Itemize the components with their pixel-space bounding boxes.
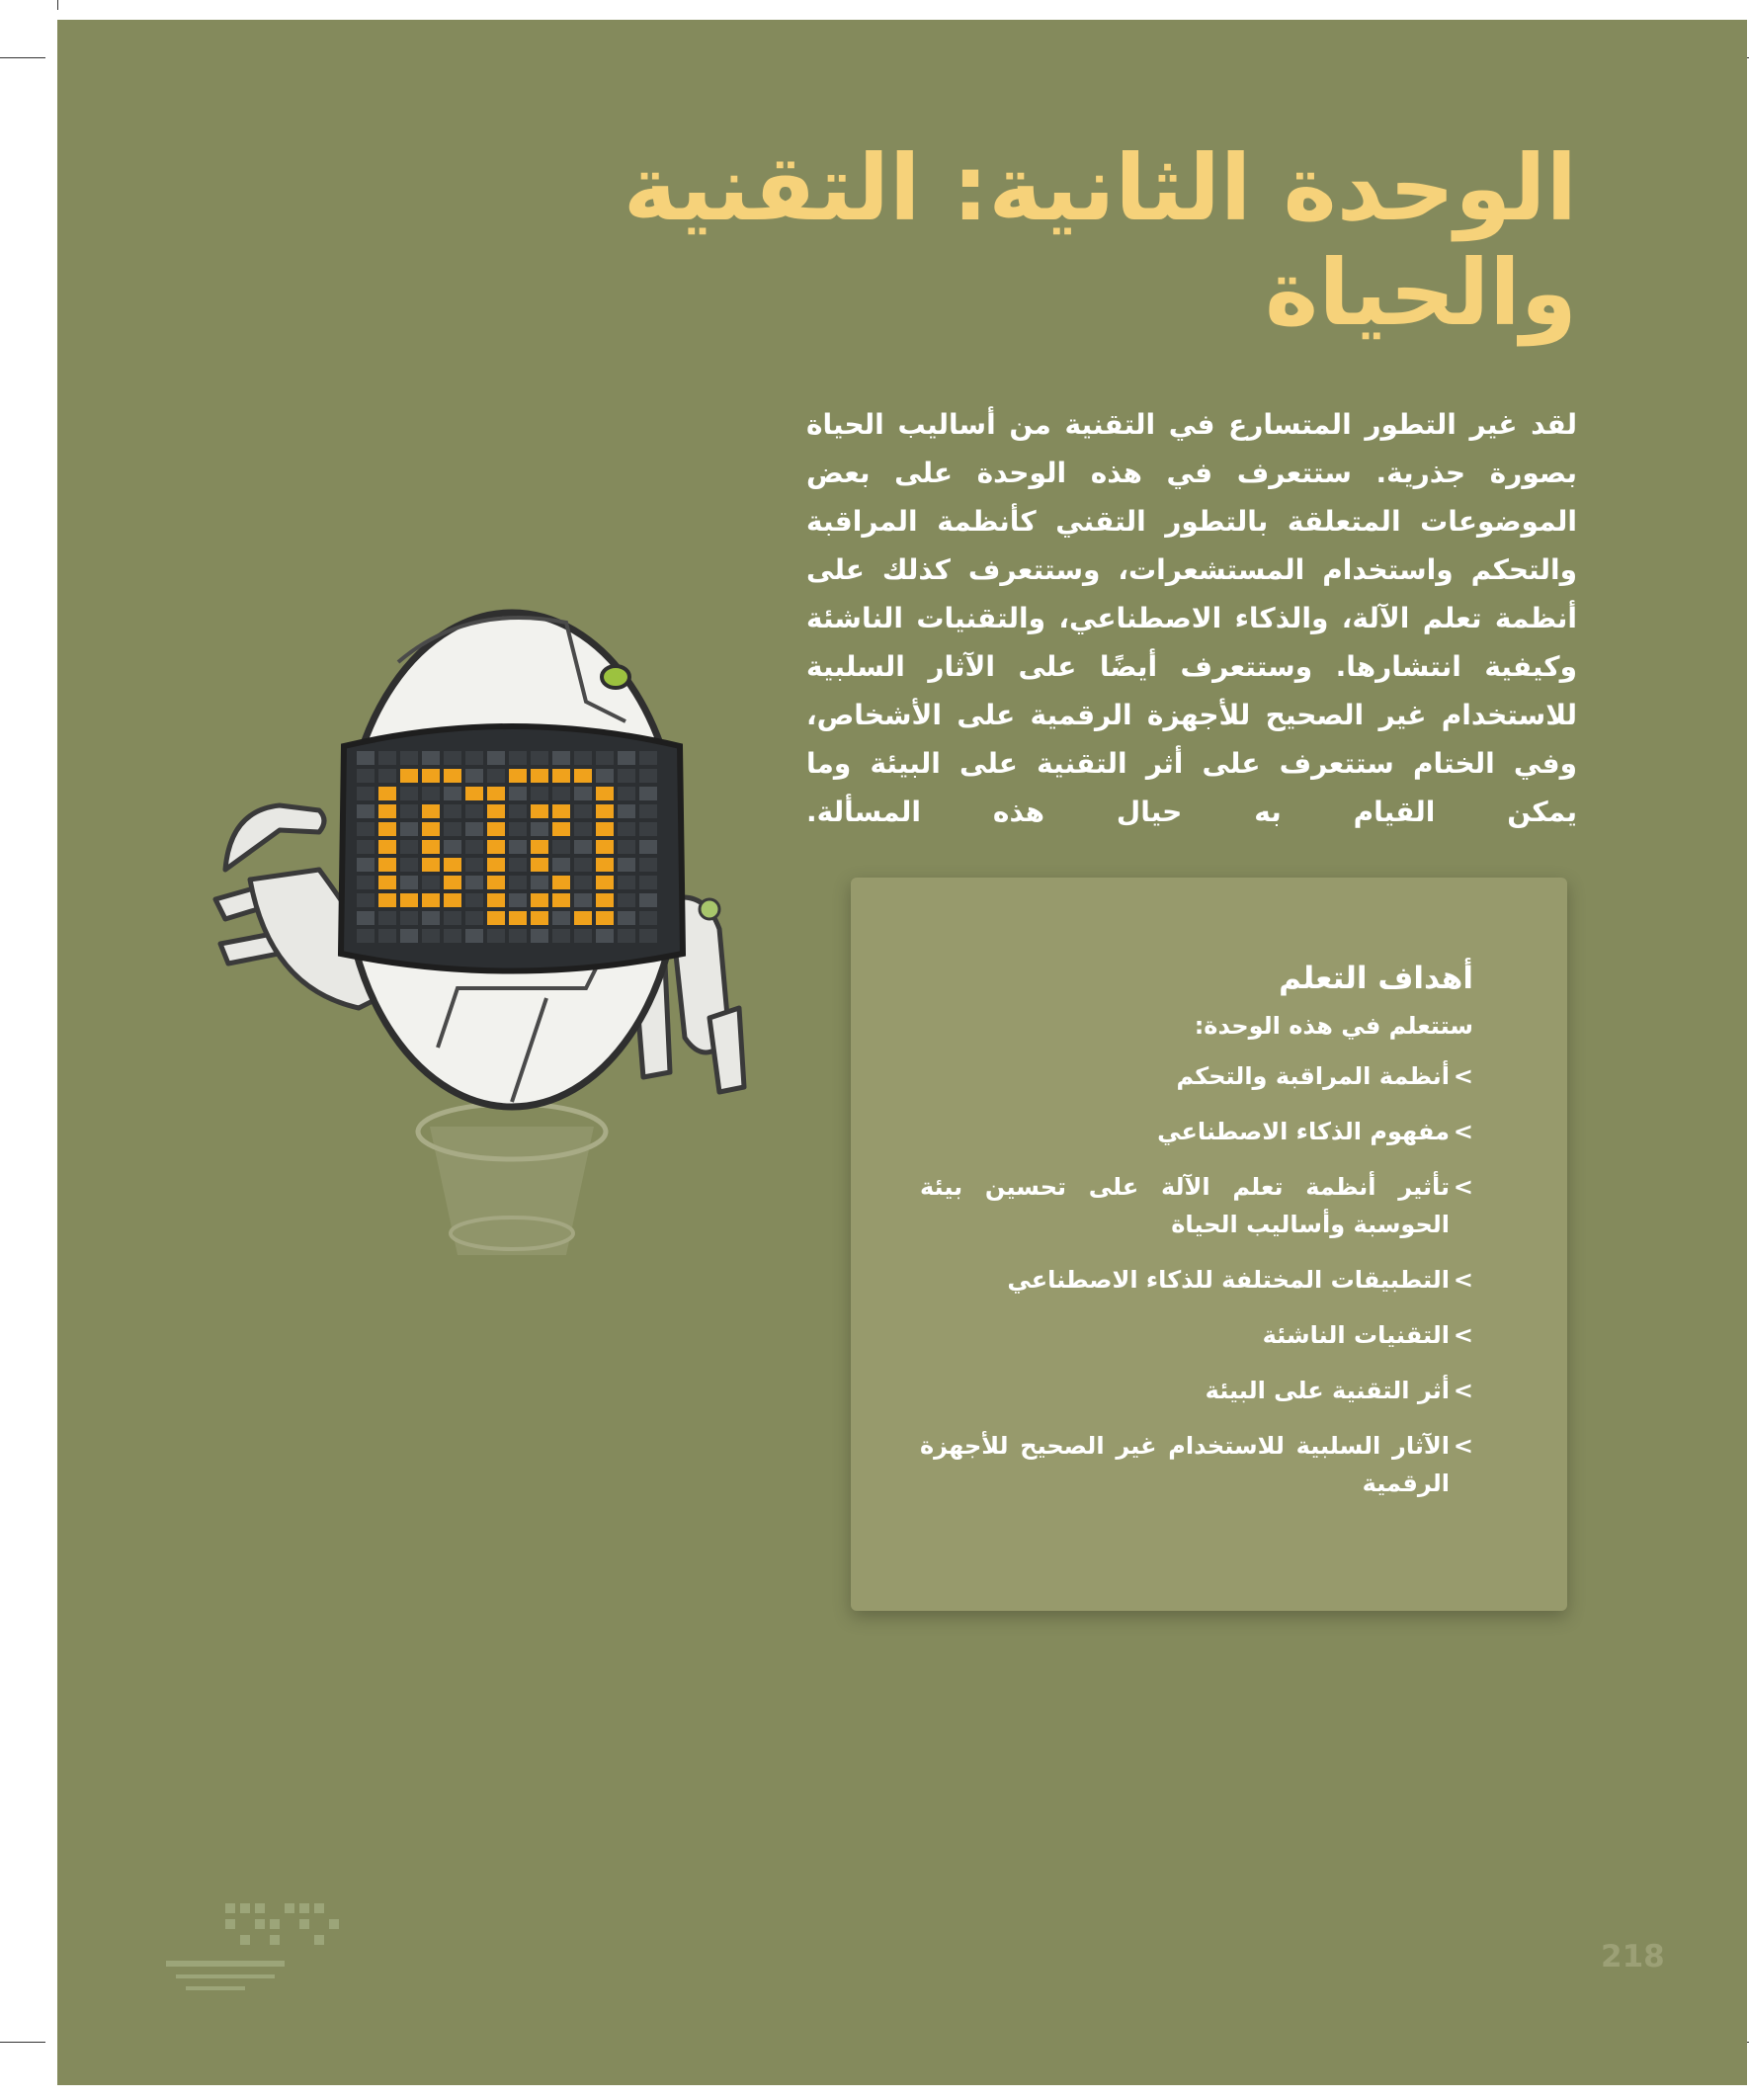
crop-mark [0, 2042, 45, 2043]
page-title: الوحدة الثانية: التقنية والحياة [623, 135, 1577, 346]
screen-pixel-off [444, 911, 461, 925]
chevron-icon: > [1453, 1377, 1473, 1404]
list-item: > التطبيقات المختلفة للذكاء الاصطناعي [920, 1261, 1473, 1299]
screen-pixel-off [509, 787, 527, 800]
screen-pixel-off [509, 840, 527, 854]
crop-mark [0, 57, 45, 58]
screen-pixel-off [444, 840, 461, 854]
screen-pixel-on [422, 769, 440, 783]
screen-pixel-off [596, 929, 614, 943]
learning-objectives-box [851, 878, 1567, 1611]
screen-pixel-off [531, 929, 548, 943]
screen-pixel-off [552, 929, 570, 943]
screen-pixel-off [400, 751, 418, 765]
screen-pixel-off [552, 751, 570, 765]
screen-pixel-on [574, 911, 592, 925]
screen-pixel-off [531, 751, 548, 765]
screen-pixel-off [487, 751, 505, 765]
screen-pixel-on [531, 858, 548, 872]
screen-pixel-off [422, 876, 440, 889]
screen-pixel-on [531, 769, 548, 783]
screen-pixel-on [378, 822, 396, 836]
screen-pixel-on [444, 876, 461, 889]
screen-pixel-off [639, 893, 657, 907]
list-item: > التقنيات الناشئة [920, 1316, 1473, 1354]
chevron-icon: > [1453, 1432, 1473, 1460]
page [57, 20, 1747, 2085]
screen-pixel-off [444, 929, 461, 943]
chevron-icon: > [1453, 1266, 1473, 1294]
screen-pixel-off [400, 804, 418, 818]
screen-pixel-off [618, 858, 635, 872]
screen-pixel-on [509, 911, 527, 925]
screen-pixel-off [400, 911, 418, 925]
screen-pixel-off [574, 893, 592, 907]
screen-pixel-off [378, 929, 396, 943]
screen-pixel-off [509, 804, 527, 818]
screen-pixel-on [378, 840, 396, 854]
screen-pixel-off [639, 840, 657, 854]
screen-pixel-off [378, 911, 396, 925]
screen-pixel-off [639, 787, 657, 800]
screen-pixel-off [465, 804, 483, 818]
screen-pixel-off [378, 769, 396, 783]
screen-pixel-off [357, 840, 375, 854]
ministry-logo-icon [146, 1895, 344, 2004]
screen-pixel-off [357, 893, 375, 907]
screen-pixel-on [509, 769, 527, 783]
screen-pixel-off [509, 929, 527, 943]
screen-pixel-off [531, 876, 548, 889]
screen-pixel-on [378, 804, 396, 818]
screen-pixel-on [487, 858, 505, 872]
screen-pixel-on [531, 911, 548, 925]
screen-pixel-off [574, 929, 592, 943]
screen-pixel-off [618, 769, 635, 783]
screen-pixel-off [465, 911, 483, 925]
screen-pixel-off [618, 787, 635, 800]
screen-pixel-off [509, 893, 527, 907]
screen-pixel-off [422, 911, 440, 925]
screen-pixel-off [357, 787, 375, 800]
screen-pixel-on [596, 911, 614, 925]
page-number: 218 [1601, 1939, 1665, 1974]
screen-pixel-off [357, 929, 375, 943]
screen-pixel-on [596, 787, 614, 800]
screen-pixel-on [487, 876, 505, 889]
screen-pixel-off [618, 822, 635, 836]
screen-pixel-off [400, 822, 418, 836]
screen-pixel-off [400, 858, 418, 872]
objectives-subheading: ستتعلم في هذه الوحدة: [1194, 1012, 1473, 1040]
screen-pixel-on [596, 804, 614, 818]
screen-pixel-off [465, 893, 483, 907]
screen-pixel-on [422, 822, 440, 836]
screen-pixel-on [422, 893, 440, 907]
screen-pixel-off [357, 858, 375, 872]
screen-pixel-on [444, 858, 461, 872]
screen-pixel-off [552, 911, 570, 925]
screen-pixel-off [639, 804, 657, 818]
screen-pixel-off [618, 751, 635, 765]
screen-pixel-on [531, 804, 548, 818]
screen-pixel-on [552, 876, 570, 889]
screen-pixel-off [639, 911, 657, 925]
screen-pixel-off [378, 751, 396, 765]
screen-pixel-on [378, 893, 396, 907]
screen-pixel-on [531, 840, 548, 854]
screen-pixel-off [357, 822, 375, 836]
screen-pixel-off [552, 858, 570, 872]
screen-pixel-on [596, 840, 614, 854]
screen-pixel-on [422, 858, 440, 872]
screen-pixel-off [639, 858, 657, 872]
screen-pixel-off [465, 822, 483, 836]
screen-pixel-off [618, 804, 635, 818]
screen-pixel-off [509, 876, 527, 889]
screen-pixel-off [422, 929, 440, 943]
screen-pixel-off [574, 751, 592, 765]
screen-pixel-off [618, 840, 635, 854]
screen-pixel-on [422, 840, 440, 854]
list-item: > الآثار السلبية للاستخدام غير الصحيح للأجهزة الرقمية [920, 1427, 1473, 1502]
screen-pixel-off [465, 929, 483, 943]
screen-pixel-off [357, 769, 375, 783]
screen-pixel-off [639, 822, 657, 836]
screen-pixel-on [444, 769, 461, 783]
screen-pixel-off [639, 769, 657, 783]
objectives-list [920, 1057, 1473, 1502]
screen-pixel-on [487, 822, 505, 836]
list-item: > مفهوم الذكاء الاصطناعي [920, 1113, 1473, 1150]
screen-pixel-off [509, 858, 527, 872]
objectives-heading: أهداف التعلم [1279, 961, 1473, 996]
screen-pixel-off [574, 787, 592, 800]
screen-pixel-on [487, 787, 505, 800]
screen-pixel-off [639, 876, 657, 889]
screen-pixel-off [639, 929, 657, 943]
screen-pixel-on [378, 858, 396, 872]
screen-pixel-on [487, 893, 505, 907]
screen-pixel-off [618, 876, 635, 889]
chevron-icon: > [1453, 1321, 1473, 1349]
chevron-icon: > [1453, 1173, 1473, 1201]
screen-pixel-off [487, 769, 505, 783]
screen-pixel-off [574, 876, 592, 889]
screen-pixel-off [465, 769, 483, 783]
screen-pixel-off [465, 858, 483, 872]
screen-pixel-off [574, 858, 592, 872]
screen-pixel-off [357, 876, 375, 889]
screen-pixel-off [509, 822, 527, 836]
screen-pixel-on [531, 893, 548, 907]
screen-pixel-on [444, 893, 461, 907]
screen-pixel-on [596, 822, 614, 836]
screen-pixel-off [444, 787, 461, 800]
chevron-icon: > [1453, 1062, 1473, 1090]
screen-pixel-off [574, 840, 592, 854]
list-item: > أنظمة المراقبة والتحكم [920, 1057, 1473, 1095]
screen-pixel-off [357, 804, 375, 818]
screen-pixel-on [400, 893, 418, 907]
screen-pixel-off [596, 769, 614, 783]
screen-pixel-off [422, 787, 440, 800]
screen-pixel-on [552, 804, 570, 818]
intro-paragraph: لقد غير التطور المتسارع في التقنية من أساليب الحياة بصورة جذرية. ستتعرف في هذه الوحدة على بعض الموضوعات المتعلقة بالتطور التقني كأنظمة المراقبة والتحكم واستخدام المستشعرات، وستتعرف كذلك على أنظمة تعلم الآلة، والذكاء الاصطناعي، والتقنيات الناشئة وكيفية انتشارها. وستتعرف أيضًا على الآثار السلبية للاستخدام غير الصحيح للأجهزة الرقمية على الأشخاص، وفي الختام ستتعرف على أثر التقنية على البيئة وما يمكن القيام به حيال هذه المسألة. [806, 408, 1577, 828]
screen-pixel-off [444, 751, 461, 765]
screen-pixel-on [487, 804, 505, 818]
screen-pixel-off [639, 751, 657, 765]
screen-pixel-on [487, 840, 505, 854]
list-item: > أثر التقنية على البيئة [920, 1372, 1473, 1409]
screen-pixel-off [618, 893, 635, 907]
screen-pixel-off [574, 822, 592, 836]
screen-pixel-on [596, 858, 614, 872]
chevron-icon: > [1453, 1118, 1473, 1145]
screen-pixel-off [444, 804, 461, 818]
screen-pixel-on [552, 822, 570, 836]
screen-pixel-off [465, 876, 483, 889]
screen-pixel-off [531, 787, 548, 800]
screen-pixel-on [422, 804, 440, 818]
screen-pixel-off [357, 911, 375, 925]
screen-pixel-on [400, 769, 418, 783]
screen-pixel-off [465, 751, 483, 765]
screen-pixel-off [400, 929, 418, 943]
screen-pixel-off [465, 840, 483, 854]
list-item: > تأثير أنظمة تعلم الآلة على تحسين بيئة الحوسبة وأساليب الحياة [920, 1168, 1473, 1243]
crop-mark [57, 0, 58, 10]
screen-pixel-off [531, 822, 548, 836]
screen-pixel-off [487, 929, 505, 943]
screen-pixel-on [552, 769, 570, 783]
screen-pixel-on [552, 893, 570, 907]
screen-pixel-off [618, 929, 635, 943]
robot-icon [171, 573, 922, 1324]
screen-pixel-off [618, 911, 635, 925]
screen-pixel-off [400, 787, 418, 800]
screen-pixel-off [552, 840, 570, 854]
screen-pixel-on [596, 893, 614, 907]
screen-pixel-on [596, 876, 614, 889]
screen-pixel-off [422, 751, 440, 765]
screen-pixel-on [487, 911, 505, 925]
screen-pixel-on [378, 876, 396, 889]
screen-pixel-off [509, 751, 527, 765]
screen-pixel-off [596, 751, 614, 765]
screen-pixel-off [574, 804, 592, 818]
screen-pixel-off [357, 751, 375, 765]
screen-pixel-off [400, 876, 418, 889]
screen-pixel-off [552, 787, 570, 800]
screen-pixel-on [574, 769, 592, 783]
screen-pixel-off [400, 840, 418, 854]
screen-pixel-on [465, 787, 483, 800]
screen-pixel-on [378, 787, 396, 800]
screen-pixel-off [444, 822, 461, 836]
